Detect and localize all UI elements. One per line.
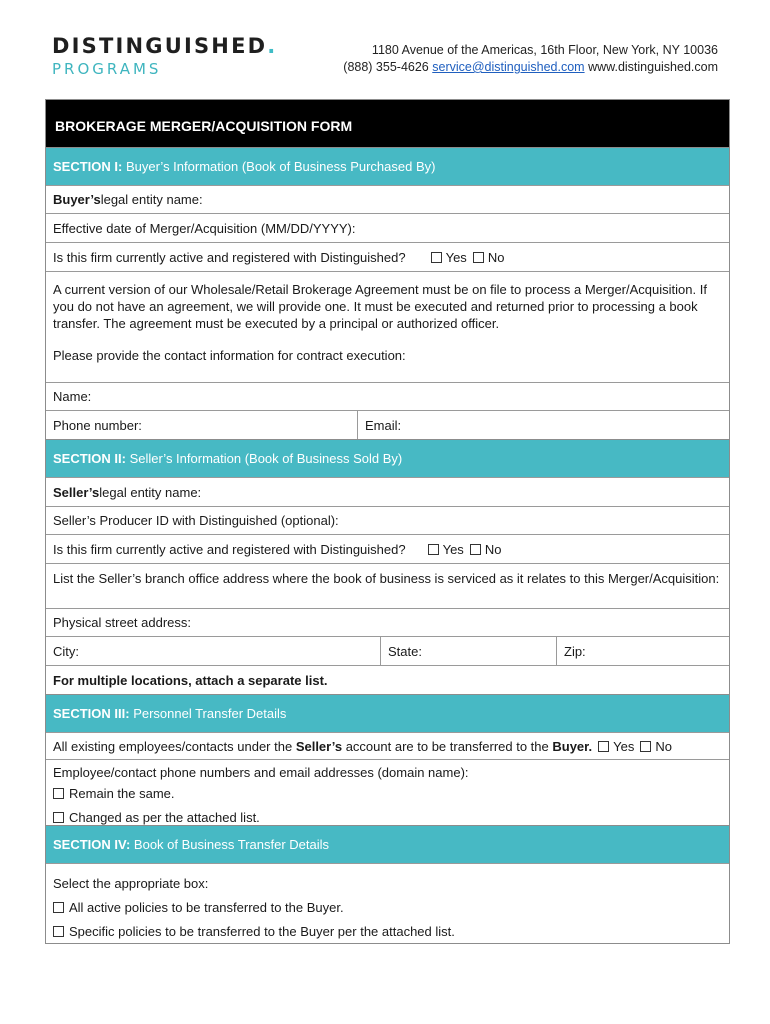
specific-policies-checkbox[interactable] (53, 926, 64, 937)
seller-active-no-checkbox[interactable] (470, 544, 481, 555)
state-field[interactable]: State: (380, 637, 556, 665)
contact-details-question: Employee/contact phone numbers and email addresses (domain name): (53, 765, 469, 780)
multiple-locations-note: For multiple locations, attach a separate list. (46, 665, 729, 694)
zip-field[interactable]: Zip: (556, 637, 729, 665)
option-specific-policies[interactable]: Specific policies to be transferred to the Buyer per the attached list. (46, 919, 729, 943)
seller-active-yes-checkbox[interactable] (428, 544, 439, 555)
company-logo (52, 34, 277, 79)
remain-same-checkbox[interactable] (53, 788, 64, 799)
employee-transfer-yes-checkbox[interactable] (598, 741, 609, 752)
policy-transfer-prompt: Select the appropriate box: (53, 875, 209, 891)
effective-date-field[interactable]: Effective date of Merger/Acquisition (MM/DD/YYYY): (46, 213, 729, 242)
buyer-legal-name-field[interactable]: Buyer’s legal entity name: (46, 185, 729, 213)
address: 1180 Avenue of the Americas, 16th Floor, New York, NY 10036 (371, 43, 718, 57)
logo-wordmark: DISTINGUISHED (52, 34, 268, 58)
policy-transfer-group (46, 863, 729, 943)
contact-name-field[interactable]: Name: (46, 382, 729, 410)
contact-email-field[interactable]: Email: (357, 411, 729, 439)
agreement-notice (46, 271, 729, 382)
email-link[interactable]: service@distinguished.com (432, 60, 585, 74)
option-all-policies[interactable]: All active policies to be transferred to the Buyer. (46, 895, 729, 919)
employee-transfer-question: All existing employees/contacts under the Seller’s account are to be transferred to the Buyer. (53, 738, 593, 754)
contact-phone-field[interactable]: Phone number: (53, 417, 142, 433)
contact-phone-email-row (46, 410, 729, 439)
form-title: BROKERAGE MERGER/ACQUISITION FORM (46, 100, 729, 147)
city-state-zip-row (46, 636, 729, 665)
option-remain-same[interactable]: Remain the same. (46, 781, 729, 805)
employee-transfer-no-checkbox[interactable] (640, 741, 651, 752)
buyer-active-question: Is this firm currently active and registered with Distinguished? (53, 249, 406, 265)
website: www.distinguished.com (588, 60, 718, 74)
contact-prompt: Please provide the contact information for contract execution: (53, 348, 406, 363)
section-4-header: SECTION IV: Book of Business Transfer Details (46, 825, 729, 863)
buyer-active-row: Is this firm currently active and registered with Distinguished? Yes No (46, 242, 729, 271)
section-1-header: SECTION I: Buyer’s Information (Book of Business Purchased By) (46, 147, 729, 185)
buyer-active-yes-checkbox[interactable] (431, 252, 442, 263)
section-2-header: SECTION II: Seller’s Information (Book of Business Sold By) (46, 439, 729, 477)
seller-producer-id-field[interactable]: Seller’s Producer ID with Distinguished (optional): (46, 506, 729, 534)
section-3-header: SECTION III: Personnel Transfer Details (46, 694, 729, 732)
employee-transfer-row: All existing employees/contacts under the Seller’s account are to be transferred to the Buyer. Yes No (46, 732, 729, 759)
logo-subtitle: PROGRAMS (52, 60, 162, 78)
option-changed[interactable]: Changed as per the attached list. (46, 805, 729, 829)
buyer-active-no-checkbox[interactable] (473, 252, 484, 263)
changed-checkbox[interactable] (53, 812, 64, 823)
seller-active-row: Is this firm currently active and registered with Distinguished? Yes No (46, 534, 729, 563)
branch-office-instructions: List the Seller’s branch office address where the book of business is serviced as it relates to this Merger/Acquisition: (46, 563, 729, 608)
contact-info (343, 42, 718, 76)
city-field[interactable]: City: (53, 643, 79, 659)
street-address-field[interactable]: Physical street address: (46, 608, 729, 636)
agreement-text: A current version of our Wholesale/Retail Brokerage Agreement must be on file to process a Merger/Acquisition. If you do not have an agreement, we will provide one. It must be executed and returned prior to processing a book transfer. The agreement must be executed by a principal or authorized officer. (53, 282, 707, 331)
logo-dot: . (267, 34, 278, 58)
seller-legal-name-field[interactable]: Seller’s legal entity name: (46, 477, 729, 506)
merger-form (45, 99, 730, 944)
phone: (888) 355-4626 (343, 60, 429, 74)
seller-active-question: Is this firm currently active and registered with Distinguished? (53, 541, 406, 557)
contact-details-group (46, 759, 729, 825)
all-policies-checkbox[interactable] (53, 902, 64, 913)
